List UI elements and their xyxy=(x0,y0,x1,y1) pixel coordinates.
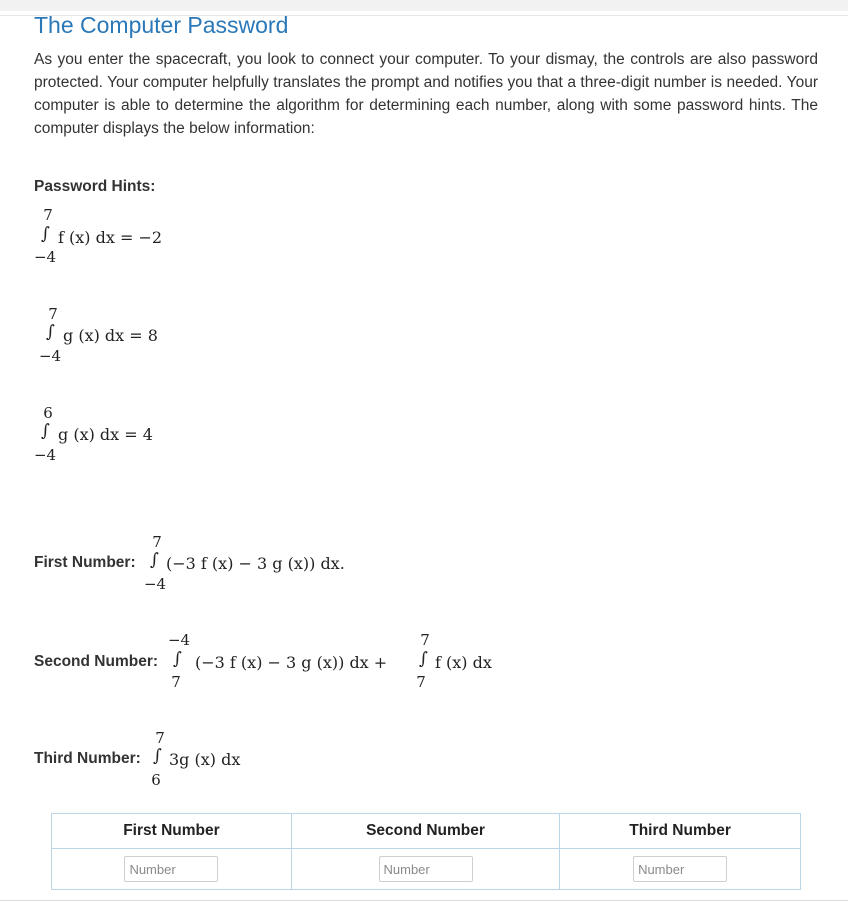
top-bar xyxy=(0,0,848,11)
integral-sign: ∫ xyxy=(419,649,428,669)
hint-2-lower-limit: −4 xyxy=(38,347,62,365)
second-number-lower-limit-2: 7 xyxy=(416,673,426,691)
page-title: The Computer Password xyxy=(34,12,289,38)
third-number-upper-limit: 7 xyxy=(155,729,165,747)
second-number-expression-1: (−3 f (x) − 3 g (x)) dx + xyxy=(195,653,388,672)
hint-3-expression: g (x) dx = 4 xyxy=(58,425,153,444)
third-number-input[interactable] xyxy=(633,856,727,882)
third-number-cell xyxy=(560,849,801,890)
second-number-cell xyxy=(291,849,559,890)
integral-sign: ∫ xyxy=(150,550,159,570)
hint-3-upper-limit: 6 xyxy=(43,404,53,422)
second-number-lower-limit-1: 7 xyxy=(171,673,181,691)
third-number-label: Third Number: xyxy=(34,750,141,767)
password-hints-label: Password Hints: xyxy=(34,178,156,195)
first-number-input[interactable] xyxy=(124,856,218,882)
second-number-label: Second Number: xyxy=(34,653,159,670)
hint-3-lower-limit: −4 xyxy=(33,446,57,464)
integral-sign: ∫ xyxy=(173,649,182,669)
answer-table xyxy=(51,813,801,890)
first-number-lower-limit: −4 xyxy=(143,575,167,593)
second-number-input[interactable] xyxy=(379,856,473,882)
hint-1-expression: f (x) dx = −2 xyxy=(58,228,163,247)
integral-sign: ∫ xyxy=(41,224,50,244)
header-third-number: Third Number xyxy=(560,814,801,849)
hint-2-upper-limit: 7 xyxy=(48,305,58,323)
hint-2-expression: g (x) dx = 8 xyxy=(63,326,158,345)
second-number-upper-limit-2: 7 xyxy=(420,631,430,649)
hint-1-lower-limit: −4 xyxy=(33,248,57,266)
third-number-expression: 3g (x) dx xyxy=(169,750,241,769)
first-number-expression: (−3 f (x) − 3 g (x)) dx. xyxy=(166,554,345,573)
hint-1-upper-limit: 7 xyxy=(43,206,53,224)
answer-table-input-row xyxy=(52,849,801,890)
intro-paragraph: As you enter the spacecraft, you look to connect your computer. To your dismay, the controls are also password protected. Your computer helpfully translates the prompt and notifies you that a three-digit number is needed. Your computer is able to determine the algorithm for determining each number, along with some password hints. The computer displays the below information: xyxy=(34,51,818,137)
bottom-divider xyxy=(0,900,848,901)
header-second-number: Second Number xyxy=(291,814,559,849)
second-number-upper-limit-1: −4 xyxy=(167,631,191,649)
answer-table-header-row xyxy=(52,814,801,849)
second-number-expression-2: f (x) dx xyxy=(435,653,492,672)
integral-sign: ∫ xyxy=(41,421,50,441)
first-number-label: First Number: xyxy=(34,554,136,571)
first-number-cell xyxy=(52,849,292,890)
integral-sign: ∫ xyxy=(153,746,162,766)
third-number-lower-limit: 6 xyxy=(151,771,161,789)
integral-sign: ∫ xyxy=(46,322,55,342)
first-number-upper-limit: 7 xyxy=(152,533,162,551)
header-first-number: First Number xyxy=(52,814,292,849)
